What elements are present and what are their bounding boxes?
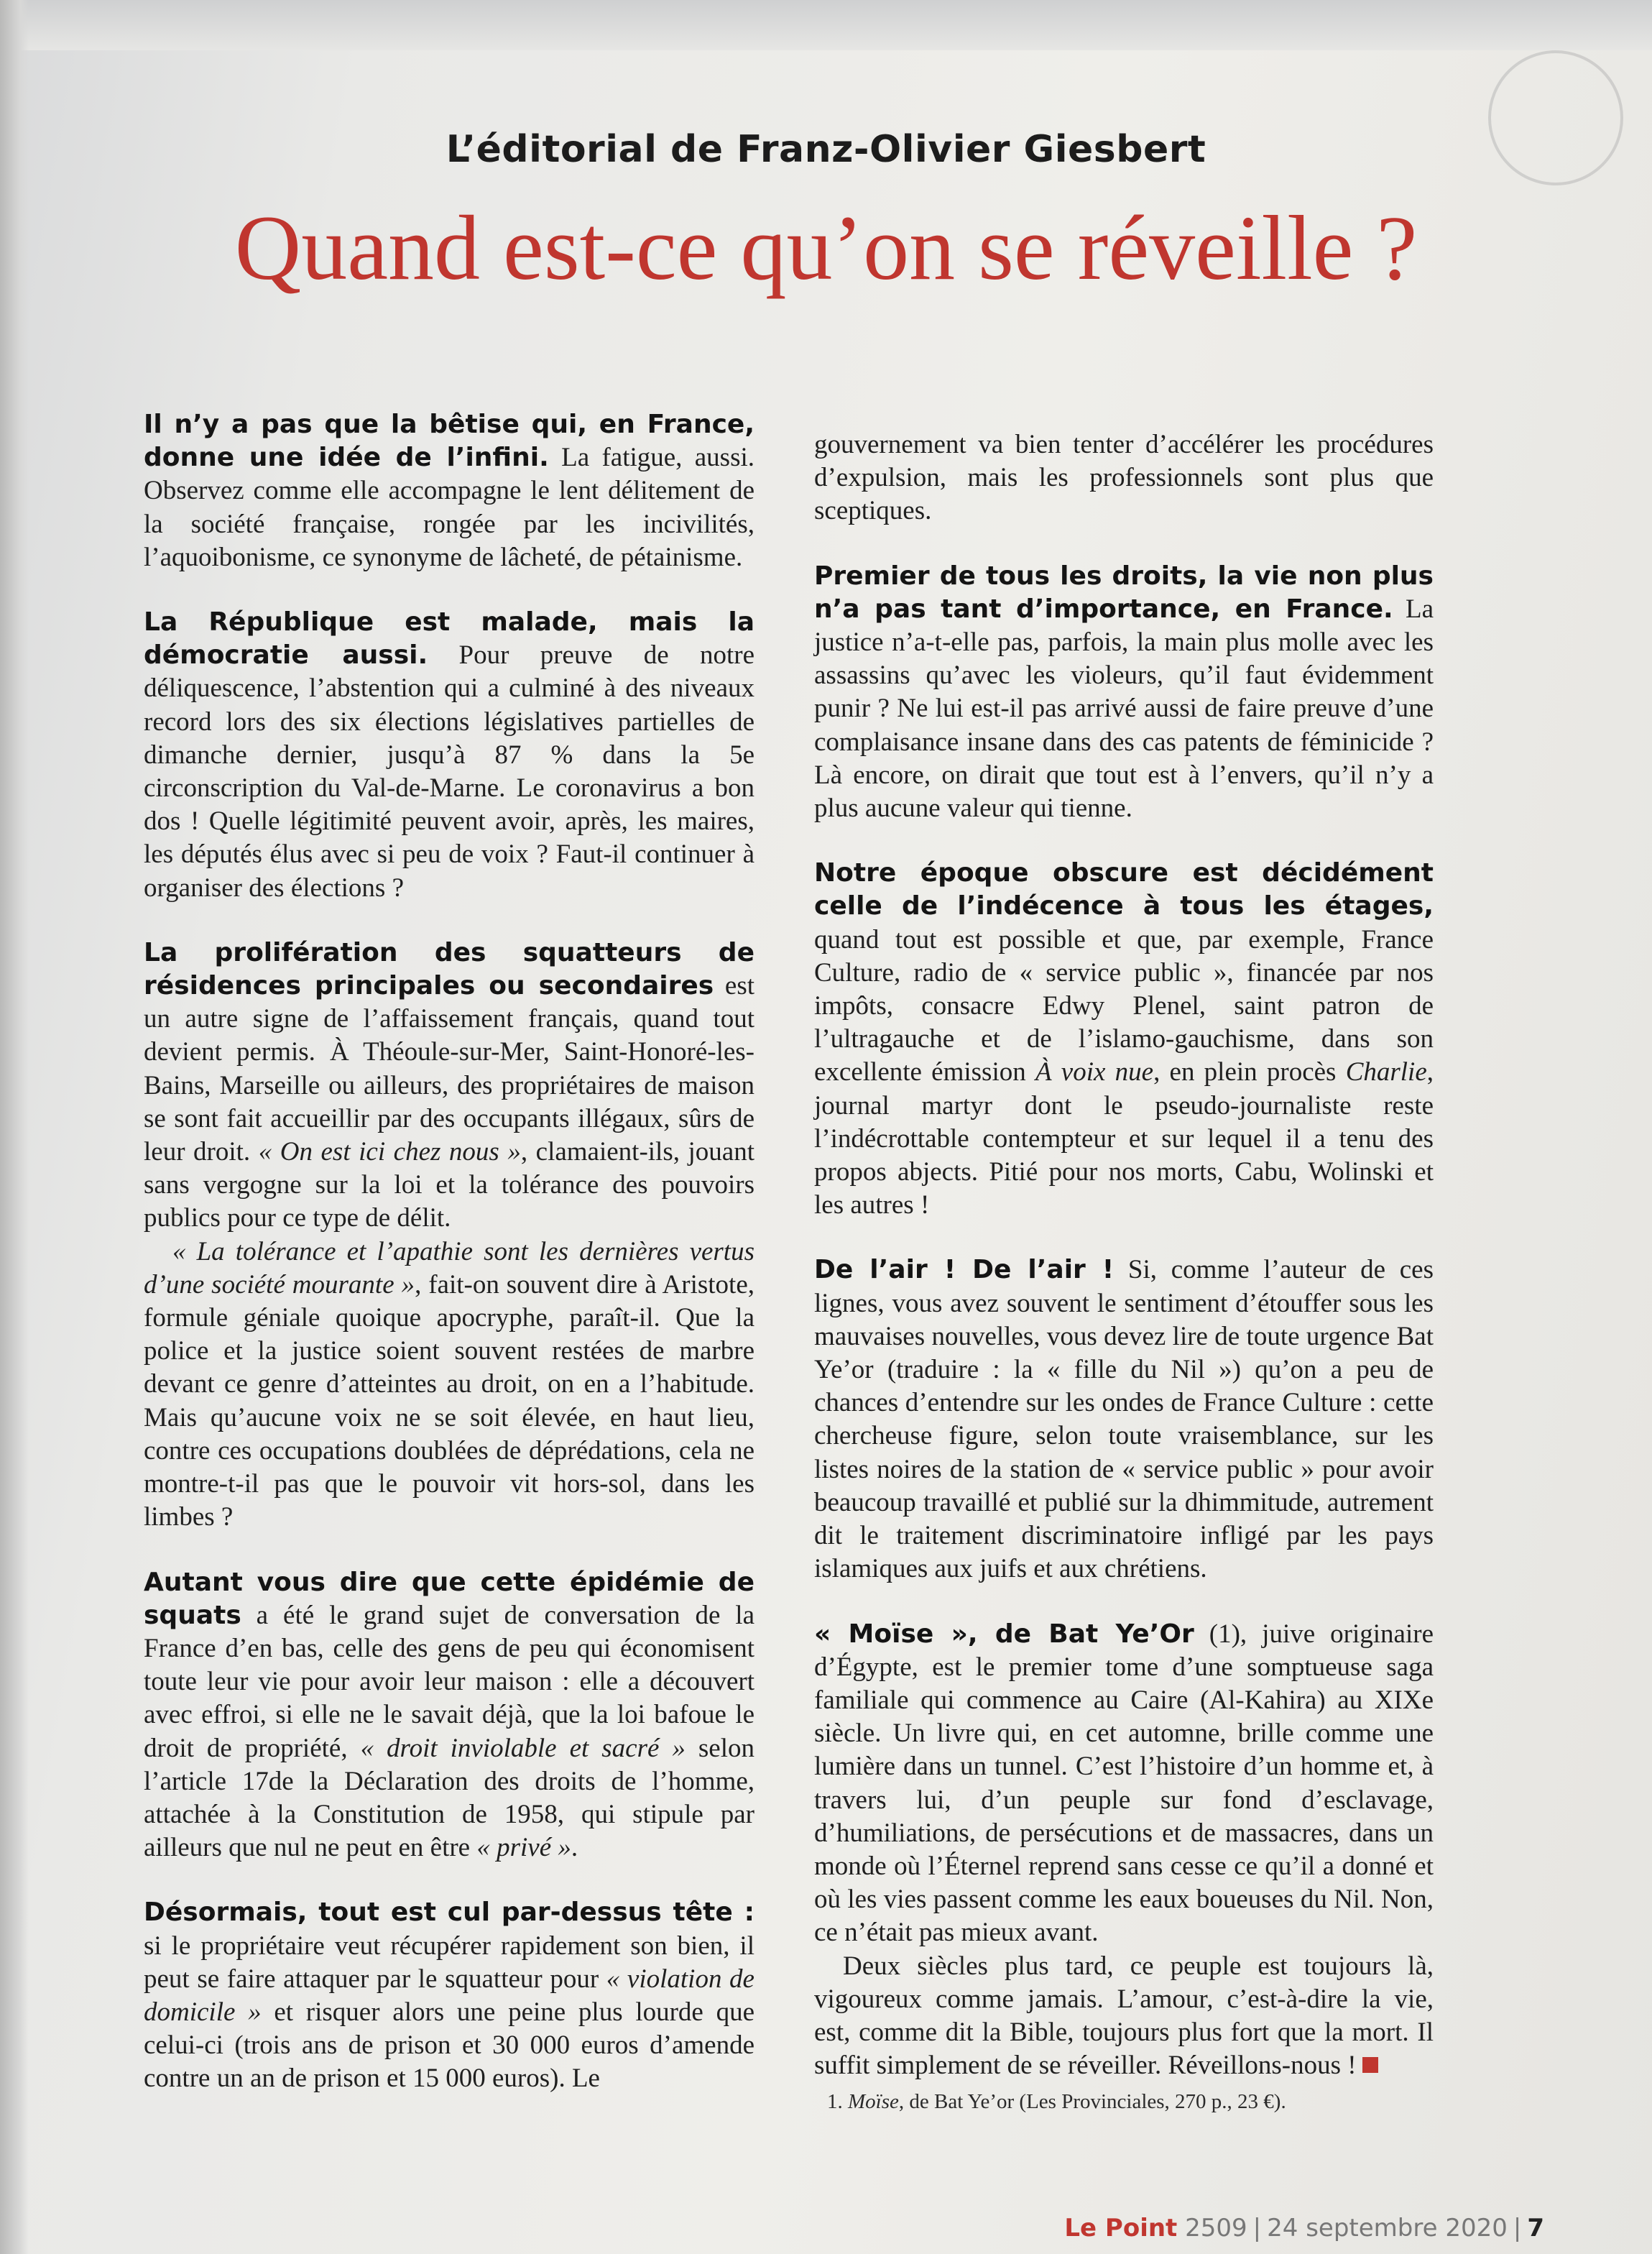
body-text: . [571,1833,578,1863]
quote: « violation de domicile » [144,1964,755,2027]
lead-in: La République est malade, mais la démocratie aussi. [144,607,755,671]
footnote-text: , de Bat Ye’or (Les Provinciales, 270 p., 23 €). [898,2090,1286,2114]
paragraph [814,428,1434,528]
quote: « On est ici chez nous » [258,1137,521,1167]
paragraph [144,1236,755,1535]
quote: « privé » [476,1833,571,1863]
paragraph [814,857,1434,1222]
quote: « La tolérance et l’apathie sont les dernières vertus d’une société mourante » [144,1236,755,1300]
body-text: a été le grand sujet de conversation de la France d’en bas, celle des gens de peu qui économisent toute leur vie pour avoir leur maison : elle a découvert avec effroi, si elle ne le savait déjà, que la loi bafoue le droit de propriété, [144,1600,755,1763]
page-top-shade [0,0,1652,50]
paragraph [814,1254,1434,1586]
lead-in: Notre époque obscure est décidément celle de l’indécence à tous les étages, [814,858,1434,921]
footnote-title: Moïse [848,2090,899,2114]
lead-in: Il n’y a pas que la bêtise qui, en France, donne une idée de l’infini. [144,410,755,473]
body-text: Pour preuve de notre déliquescence, l’abstention qui a culminé à des niveaux record lors des six élections législatives partielles de dimanche dernier, jusqu’à 87 % dans la 5e circonscription du Val-de-Marne. Le coronavirus a bon dos ! Quelle légitimité peuvent avoir, après, les maires, les députés élus avec si peu de voix ? Faut-il continuer à organiser des élections ? [144,640,755,903]
body-text: , journal martyr dont le pseudo-journaliste reste l’indécrottable contempteur et sur lequel il a tenu des propos abjects. Pitié pour nos morts, Cabu, Wolinski et les autres ! [814,1057,1434,1220]
left-column [144,408,755,2096]
paragraph [144,937,755,1236]
paragraph [144,1566,755,1865]
footnote [814,2085,1434,2118]
page-footer: Le Point 2509 | 24 septembre 2020 | 7 [1064,2214,1544,2242]
body-text: et risquer alors une peine plus lourde que celui-ci (trois ans de prison et 30 000 euros d’amende contre un an de prison et 15 000 euros). Le [144,1997,755,2094]
body-text: , fait-on souvent dire à Aristote, formule géniale quoique apocryphe, paraît-il. Que la police et la justice soient souvent restées de marbre devant ce genre d’atteintes au droit, on en a l’habitude. Mais qu’aucune voix ne se soit élevée, en haut lieu, contre ces occupations doublées de déprédations, cela ne montre-t-il pas que le pouvoir vit hors-sol, dans les limbes ? [144,1269,755,1532]
body-text: La fatigue, aussi. Observez comme elle accompagne le lent délitement de la société française, rongée par les incivilités, l’aquoibonisme, ce synonyme de lâcheté, de pétainisme. [144,443,755,572]
lead-in: Autant vous dire que cette épidémie de squats [144,1567,755,1630]
body-text: , clamaient-ils, jouant sans vergogne sur la loi et la tolérance des pouvoirs publics pour ce type de délit. [144,1137,755,1233]
body-text: quand tout est possible et que, par exemple, France Culture, radio de « service public », financée par nos impôts, consacre Edwy Plenel, saint patron de l’ultragauche et de l’islamo-gauchisme, dans son excellente émission [814,924,1434,1087]
body-text: si le propriétaire veut récupérer rapidement son bien, il peut se faire attaquer par le squatteur pour [144,1931,755,1994]
body-text: Si, comme l’auteur de ces lignes, vous avez souvent le sentiment d’étouffer sous les mauvaises nouvelles, vous devez lire de toute urgence Bat Ye’or (traduire : la « fille du Nil ») qu’on a peu de chances d’entendre sur les ondes de France Culture : cette chercheuse figure, selon toute vraisemblance, sur les listes noires de la station de « service public » pour avoir beaucoup travaillé et publié sur la dhimmitude, autrement dit le traitement discriminatoire infligé par les pays islamiques aux juifs et aux chrétiens. [814,1255,1434,1584]
right-column [814,428,1434,2150]
body-text: La justice n’a-t-elle pas, parfois, la main plus molle avec les assassins qu’avec les violeurs, qu’il faut évidemment punir ? Ne lui est-il pas arrivé aussi de faire preuve d’une complaisance insane dans des cas patents de féminicide ? Là encore, on dirait que tout est à l’envers, qu’il n’y a plus aucune valeur qui tienne. [814,594,1434,824]
body-text: Deux siècles plus tard, ce peuple est toujours là, vigoureux comme jamais. L’amour, c’est-à-dire la vie, est, comme dit la Bible, toujours plus fort que la mort. Il suffit simplement de se réveiller. Réveillons-nous ! [814,1951,1434,2081]
footnote-number: 1. [827,2090,848,2114]
body-text: gouvernement va bien tenter d’accélérer les procédures d’expulsion, mais les professionnels sont plus que sceptiques. [814,430,1434,526]
end-mark-icon [1362,2057,1378,2073]
paragraph [144,606,755,905]
lead-in: De l’air ! De l’air ! [814,1255,1115,1285]
paragraph [814,1950,1434,2083]
page-gutter-shadow [0,0,29,2254]
editorial-kicker: L’éditorial de Franz-Olivier Giesbert [446,128,1206,171]
paragraph [814,560,1434,826]
paragraph [814,1618,1434,1950]
lead-in: Premier de tous les droits, la vie non plus n’a pas tant d’importance, en France. [814,561,1434,624]
magazine-brand: Le Point [1064,2214,1178,2242]
body-text: est un autre signe de l’affaissement français, quand tout devient permis. À Théoule-sur-Mer, Saint-Honoré-les-Bains, Marseille ou ailleurs, des propriétaires de maison se sont fait accueillir par des occupants illégaux, sûrs de leur droit. [144,971,755,1167]
page-number: 7 [1527,2214,1544,2242]
quote: « droit inviolable et sacré » [360,1733,686,1763]
issue-date: 24 septembre 2020 [1267,2214,1508,2242]
show-title: À voix nue [1035,1057,1154,1087]
publication-title: Charlie [1345,1057,1427,1087]
paragraph [144,408,755,574]
paragraph [144,1896,755,2095]
lead-in: Désormais, tout est cul par-dessus tête : [144,1898,755,1928]
body-text: , en plein procès [1153,1057,1346,1087]
lead-in: « Moïse », de Bat Ye’Or [814,1619,1194,1649]
body-text: selon l’article 17de la Déclaration des droits de l’homme, attachée à la Constitution de 1958, qui stipule par ailleurs que nul ne peut en être [144,1733,755,1863]
lead-in: La prolifération des squatteurs de résidences principales ou secondaires [144,937,755,1001]
issue-number: 2509 [1185,2214,1247,2242]
body-text: (1), juive originaire d’Égypte, est le premier tome d’une somptueuse saga familiale qui commence au Caire (Al-Kahira) au XIXe siècle. Un livre qui, en cet automne, brille comme une lumière dans un tunnel. C’est l’histoire d’un homme et, à travers lui, d’un peuple sur fond d’esclavage, d’humiliations, de persécutions et de massacres, dans un monde où l’Éternel reprend sans cesse ce qu’il a donné et où les vies passent comme les eaux boueuses du Nil. Non, ce n’était pas mieux avant. [814,1619,1434,1948]
page-title: Quand est-ce qu’on se réveille ? [234,197,1418,299]
